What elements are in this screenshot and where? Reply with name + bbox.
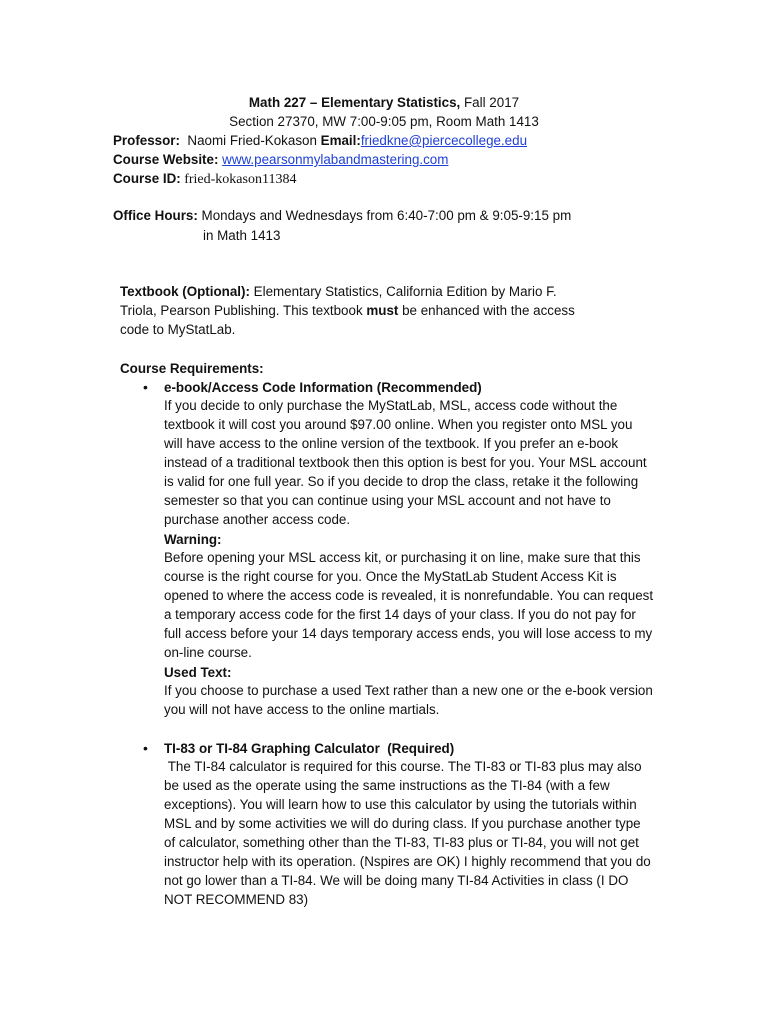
used-text-label: Used Text: — [164, 665, 232, 680]
website-line — [113, 150, 448, 169]
professor-label: Professor: — [113, 133, 180, 148]
office-hours-location: in Math 1413 — [203, 228, 281, 243]
textbook-text-1: Elementary Statistics, California Edition by Mario F. Triola, Pearson Publishing. This textbook — [120, 284, 557, 318]
calculator-body: The TI-84 calculator is required for this course. The TI-83 or TI-83 plus may also be used as the operate using the same instructions as the TI-84 (with a few exceptions). You will learn how to use this calculator by using the tutorials within MSL and by some activities we will do during class. If you purchase another type of calculator, something other than the TI-83, TI-83 plus or TI-84, you will not get instructor help with its operation. (Nspires are OK) I highly recommend that you do not go lower than a TI-84. We will be doing many TI-84 Activities in class (I DO NOT RECOMMEND 83) — [164, 759, 655, 907]
ebook-bullet: • — [143, 379, 148, 395]
textbook-emphasis: must — [366, 302, 399, 318]
email-link[interactable]: friedkne@piercecollege.edu — [360, 133, 528, 148]
course-code: Math 227 — [248, 95, 307, 110]
warning-label: Warning: — [164, 532, 222, 547]
course-id-line — [113, 169, 296, 189]
office-hours-label: Office Hours: — [113, 208, 198, 223]
website-label: Course Website: — [113, 152, 219, 167]
professor-name: Naomi Fried-Kokason — [179, 133, 321, 148]
requirements-heading: Course Requirements: — [120, 361, 264, 376]
course-id-label: Course ID: — [113, 171, 181, 186]
professor-line — [113, 131, 527, 150]
course-title-line — [0, 93, 768, 112]
course-name: Elementary Statistics, — [321, 95, 461, 110]
ebook-title: e-book/Access Code Information (Recommended) — [164, 380, 482, 395]
office-hours-line — [113, 206, 571, 225]
ebook-body: If you decide to only purchase the MyStatLab, MSL, access code without the textbook it will cost you around $97.00 online. When you register onto MSL you will have access to the online version of the textbook. If you prefer an e-book instead of a traditional textbook then this option is best for you. Your MSL account is valid for one full year. So if you decide to drop the class, retake it the following semester so that you can continue using your MSL account and not have to purchase another access code. — [164, 398, 647, 527]
title-dash: – — [306, 95, 322, 110]
calculator-bullet: • — [143, 740, 148, 756]
section-label: Section 27370 — [229, 114, 315, 129]
section-details: , MW 7:00-9:05 pm, Room Math 1413 — [314, 114, 539, 129]
website-link[interactable]: www.pearsonmylabandmastering.com — [222, 152, 449, 167]
section-line — [0, 112, 768, 131]
textbook-label: Textbook (Optional): — [120, 284, 250, 299]
office-hours-schedule: Mondays and Wednesdays from 6:40-7:00 pm & 9:05-9:15 pm — [197, 208, 572, 223]
textbook-text-2: be enhanced with the access code to MyStatLab. — [120, 302, 575, 337]
course-id-value: fried-kokason11384 — [180, 172, 297, 187]
email-label: Email: — [320, 133, 361, 148]
textbook-paragraph — [120, 283, 590, 340]
warning-body: Before opening your MSL access kit, or purchasing it on line, make sure that this course is the right course for you. Once the MyStatLab Student Access Kit is opened to where the access code is revealed, it is nonrefundable. You can request a temporary access code for the first 14 days of your class. If you do not pay for full access before your 14 days temporary access ends, you will lose access to my on-line course. — [164, 550, 654, 660]
course-term: Fall 2017 — [460, 95, 520, 110]
calculator-title: TI-83 or TI-84 Graphing Calculator (Required) — [164, 741, 455, 756]
used-text-body: If you choose to purchase a used Text rather than a new one or the e-book version you will not have access to the online martials. — [164, 683, 653, 717]
